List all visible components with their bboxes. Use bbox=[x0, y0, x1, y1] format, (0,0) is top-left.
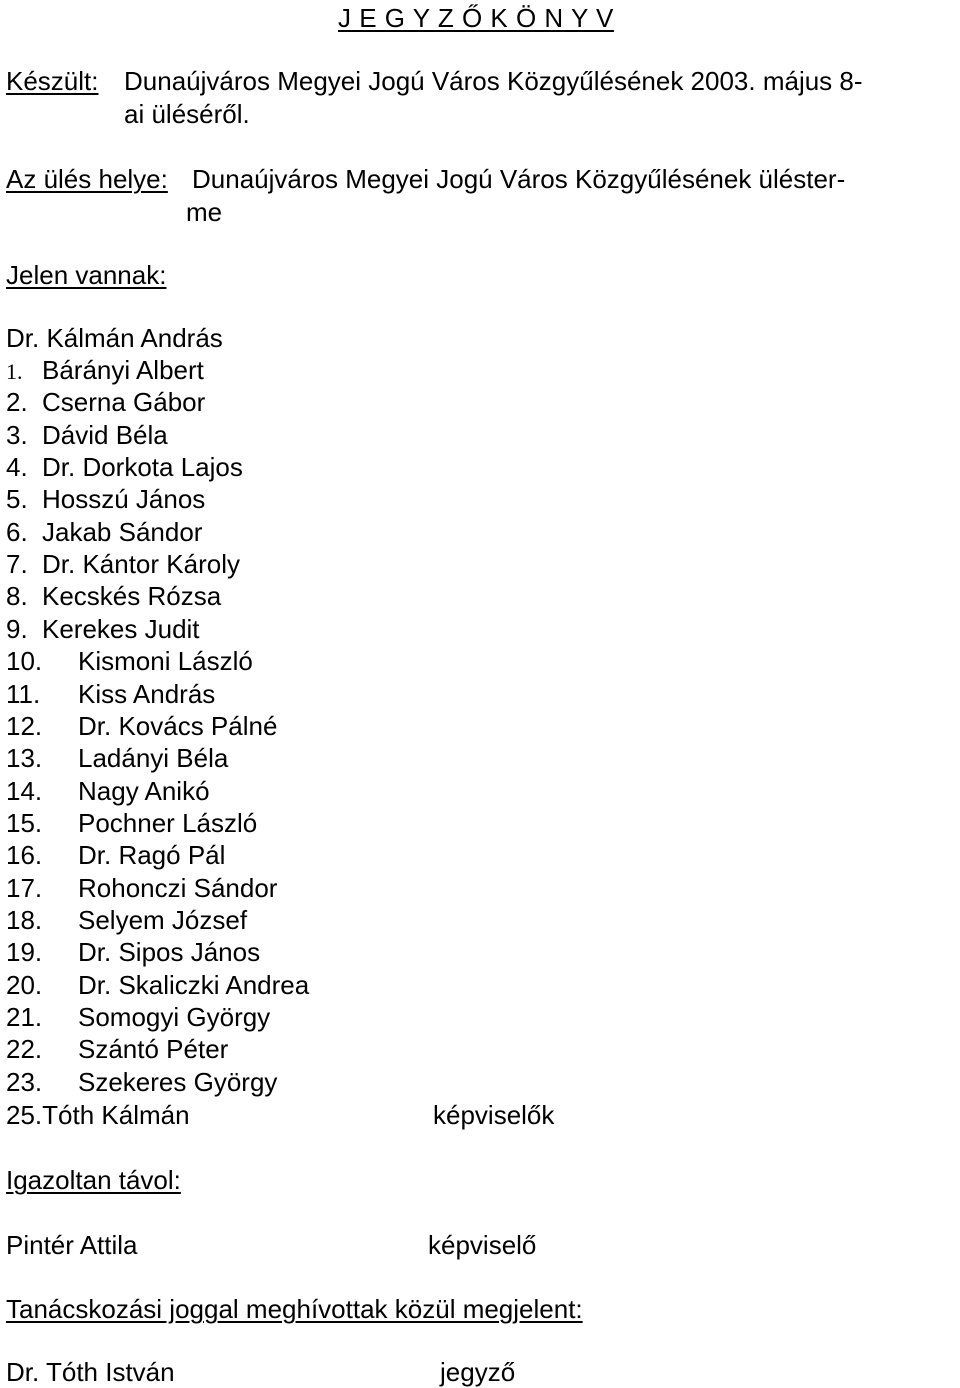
member-name: Pochner László bbox=[78, 808, 258, 838]
member-name: Rohonczi Sándor bbox=[78, 873, 278, 903]
member-name: Nagy Anikó bbox=[78, 776, 210, 806]
last-member: 25.Tóth Kálmán bbox=[6, 1100, 190, 1130]
tanacskozasi-role: jegyző bbox=[440, 1357, 516, 1387]
member-number: 17. bbox=[6, 873, 43, 903]
tanacskozasi-name: Dr. Tóth István bbox=[6, 1357, 175, 1387]
tavol-role: képviselő bbox=[428, 1230, 537, 1260]
keszult-label: Készült: bbox=[6, 66, 99, 96]
member-name: Selyem József bbox=[78, 905, 248, 935]
member-number: 6. bbox=[6, 517, 28, 547]
member-name: Cserna Gábor bbox=[42, 387, 206, 417]
hely-text-line2: me bbox=[186, 197, 223, 227]
hely-label: Az ülés helye: bbox=[6, 164, 168, 194]
member-name: Dávid Béla bbox=[42, 420, 168, 450]
member-name: Dr. Dorkota Lajos bbox=[42, 452, 243, 482]
member-number: 21. bbox=[6, 1002, 43, 1032]
member-number: 2. bbox=[6, 387, 28, 417]
member-number: 20. bbox=[6, 970, 43, 1000]
member-name: Ladányi Béla bbox=[78, 743, 229, 773]
keszult-text-line1: Dunaújváros Megyei Jogú Város Közgyűlésének 2003. május 8- bbox=[124, 66, 863, 96]
jelen-label: Jelen vannak: bbox=[6, 260, 167, 290]
member-name: Dr. Skaliczki Andrea bbox=[78, 970, 310, 1000]
member-number: 18. bbox=[6, 905, 43, 935]
member-name: Szekeres György bbox=[78, 1067, 278, 1097]
member-number: 23. bbox=[6, 1067, 43, 1097]
member-name: Hosszú János bbox=[42, 484, 206, 514]
member-number: 1. bbox=[6, 359, 23, 384]
member-number: 7. bbox=[6, 549, 28, 579]
member-name: Dr. Kovács Pálné bbox=[78, 711, 278, 741]
member-number: 13. bbox=[6, 743, 43, 773]
member-name: Kismoni László bbox=[78, 646, 253, 676]
keszult-text-line2: ai üléséről. bbox=[124, 99, 250, 129]
member-name: Bárányi Albert bbox=[42, 355, 204, 385]
member-name: Dr. Kántor Károly bbox=[42, 549, 240, 579]
member-number: 16. bbox=[6, 840, 43, 870]
member-number: 19. bbox=[6, 937, 43, 967]
member-name: Dr. Sipos János bbox=[78, 937, 261, 967]
member-number: 3. bbox=[6, 420, 28, 450]
tavol-name: Pintér Attila bbox=[6, 1230, 138, 1260]
member-number: 14. bbox=[6, 776, 43, 806]
member-name: Dr. Ragó Pál bbox=[78, 840, 226, 870]
chair-name: Dr. Kálmán András bbox=[6, 323, 223, 353]
member-number: 15. bbox=[6, 808, 43, 838]
member-name: Kecskés Rózsa bbox=[42, 581, 222, 611]
tanacskozasi-label: Tanácskozási joggal meghívottak közül megjelent: bbox=[6, 1294, 583, 1324]
members-role: képviselők bbox=[433, 1100, 555, 1130]
member-name: Kerekes Judit bbox=[42, 614, 200, 644]
member-name: Szántó Péter bbox=[78, 1034, 229, 1064]
member-name: Jakab Sándor bbox=[42, 517, 203, 547]
member-number: 12. bbox=[6, 711, 43, 741]
member-number: 11. bbox=[6, 679, 41, 709]
member-number: 10. bbox=[6, 646, 43, 676]
member-number: 5. bbox=[6, 484, 28, 514]
member-name: Kiss András bbox=[78, 679, 216, 709]
member-name: Somogyi György bbox=[78, 1002, 271, 1032]
member-number: 9. bbox=[6, 614, 28, 644]
tavol-label: Igazoltan távol: bbox=[6, 1165, 181, 1195]
member-number: 4. bbox=[6, 452, 28, 482]
hely-text-line1: Dunaújváros Megyei Jogú Város Közgyűlésének üléster- bbox=[192, 164, 846, 194]
document-title: J E G Y Z Ő K Ö N Y V bbox=[338, 3, 614, 33]
member-number: 8. bbox=[6, 581, 28, 611]
member-number: 22. bbox=[6, 1034, 43, 1064]
